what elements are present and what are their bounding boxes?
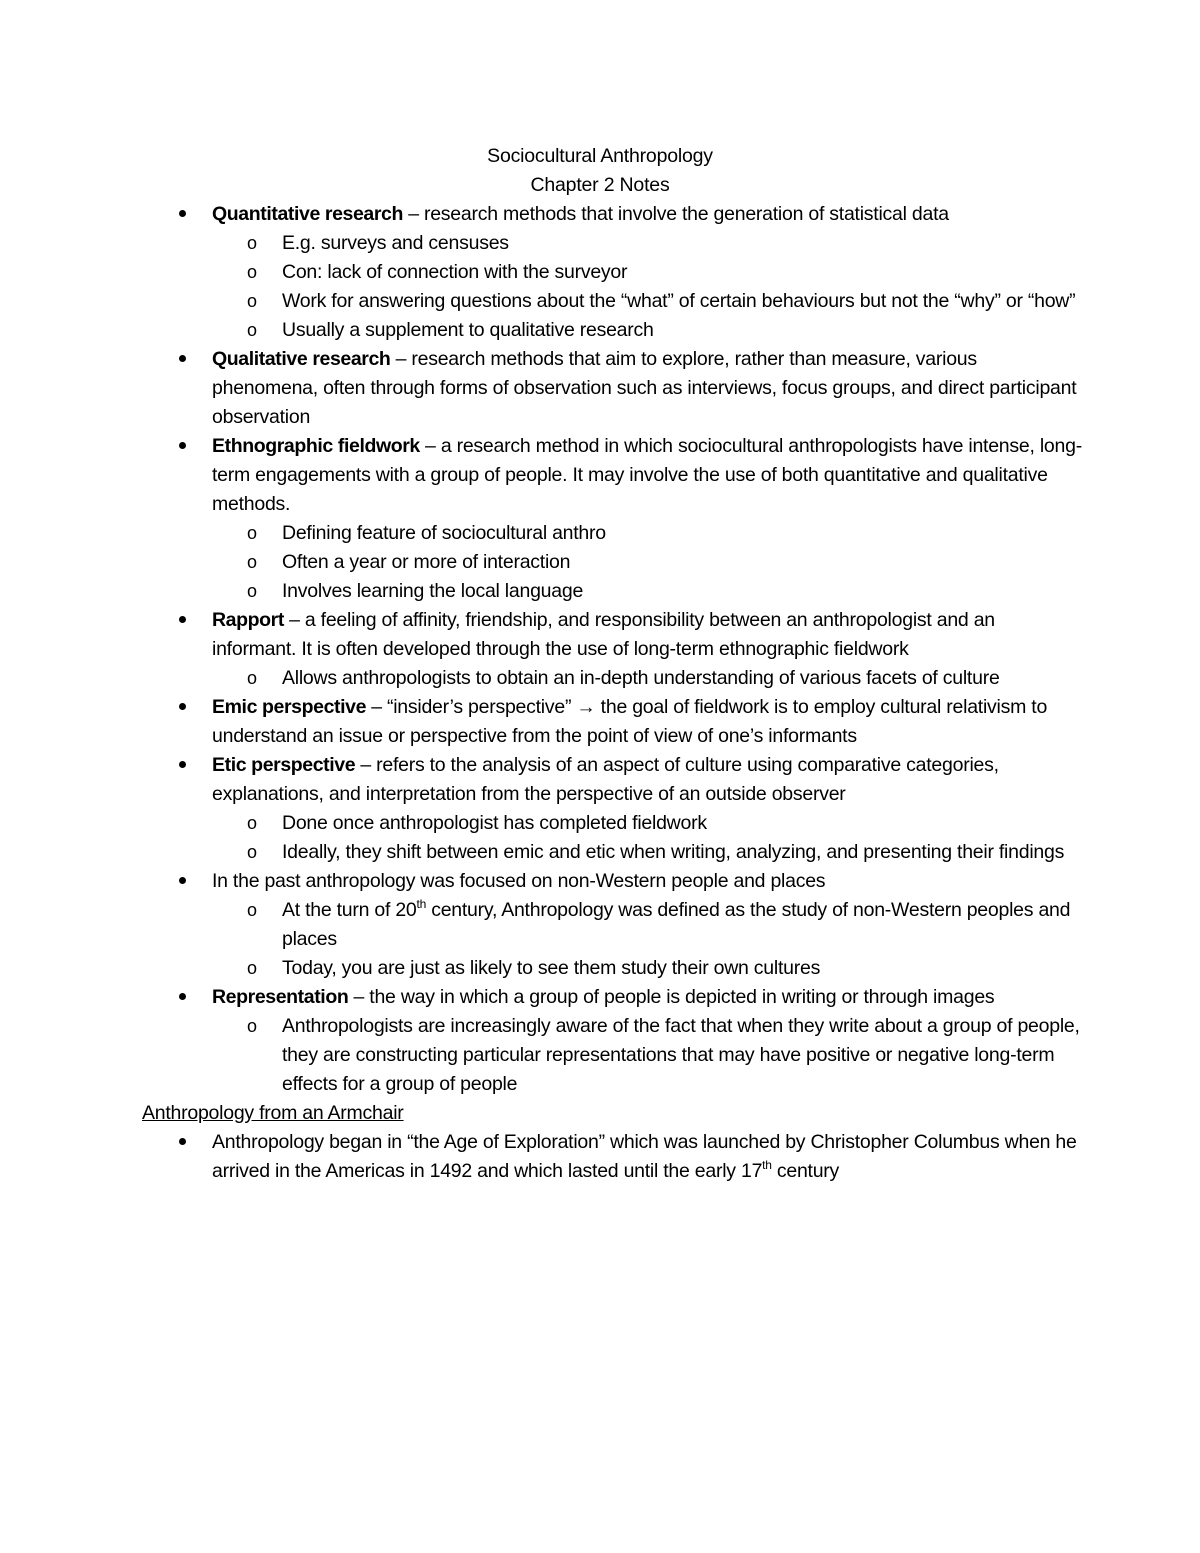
bullet-emic-perspective (142, 693, 1082, 751)
circle-bullet-icon: o (247, 958, 257, 978)
bullet-icon (172, 751, 192, 780)
sub-bullet-text: Con: lack of connection with the surveyor (282, 261, 628, 283)
circle-bullet-icon: o (247, 900, 257, 920)
term-definition: – research methods that aim to explore, rather than measure, various phenomena, often through forms of observation such as interviews, focus groups, and direct participant observation (212, 348, 1077, 428)
sub-bullet-text: Today, you are just as likely to see them study their own cultures (282, 957, 821, 979)
sub-bullet-text: Anthropologists are increasingly aware of the fact that when they write about a group of people, they are constructing particular representations that may have positive or negative long-term effects for a group of people (282, 1015, 1080, 1095)
sub-bullet (142, 316, 1082, 345)
bullet-ethnographic-fieldwork (142, 432, 1082, 519)
section-heading: Anthropology from an Armchair (142, 1102, 404, 1124)
bullet-icon (172, 867, 192, 896)
bullet-text-part2: century (771, 1160, 840, 1182)
sub-bullet-text: Usually a supplement to qualitative research (282, 319, 654, 341)
term-label: Rapport (212, 609, 284, 631)
sub-bullet-text: Allows anthropologists to obtain an in-depth understanding of various facets of culture (282, 667, 1000, 689)
bullet-text: In the past anthropology was focused on non-Western people and places (212, 870, 826, 892)
bullet-past-anthropology (142, 867, 1082, 896)
sub-bullet-text: Defining feature of sociocultural anthro (282, 522, 606, 544)
bullet-qualitative-research (142, 345, 1082, 432)
term-definition-part1: – “insider’s perspective” (366, 696, 577, 718)
circle-bullet-icon: o (247, 842, 257, 862)
term-definition: – research methods that involve the generation of statistical data (403, 203, 949, 225)
circle-bullet-icon: o (247, 320, 257, 340)
sub-bullet-text: Done once anthropologist has completed fieldwork (282, 812, 707, 834)
bullet-icon (172, 432, 192, 461)
document-subtitle: Chapter 2 Notes (530, 174, 670, 196)
bullet-icon (172, 200, 192, 229)
sub-bullet-text: Work for answering questions about the “what” of certain behaviours but not the “why” or “how” (282, 290, 1076, 312)
sub-bullet-text: Involves learning the local language (282, 580, 584, 602)
term-label: Ethnographic fieldwork (212, 435, 420, 457)
bullet-icon (172, 693, 192, 722)
term-definition: – refers to the analysis of an aspect of culture using comparative categories, explanations, and interpretation from the perspective of an outside observer (212, 754, 999, 805)
bullet-etic-perspective (142, 751, 1082, 809)
circle-bullet-icon: o (247, 291, 257, 311)
term-label: Quantitative research (212, 203, 404, 225)
sub-bullet (142, 896, 1082, 954)
sub-bullet-text-part1: At the turn of 20 (282, 899, 417, 921)
sub-bullet (142, 664, 1082, 693)
bullet-icon (172, 606, 192, 635)
sub-bullet-text: Ideally, they shift between emic and etic when writing, analyzing, and presenting their findings (282, 841, 1065, 863)
bullet-icon (172, 1128, 192, 1157)
circle-bullet-icon: o (247, 668, 257, 688)
sub-bullet-text: Often a year or more of interaction (282, 551, 571, 573)
term-label: Representation (212, 986, 349, 1008)
bullet-icon (172, 345, 192, 374)
circle-bullet-icon: o (247, 552, 257, 572)
superscript: th (416, 897, 427, 911)
circle-bullet-icon: o (247, 813, 257, 833)
circle-bullet-icon: o (247, 581, 257, 601)
sub-bullet (142, 954, 1082, 983)
sub-bullet (142, 258, 1082, 287)
circle-bullet-icon: o (247, 523, 257, 543)
circle-bullet-icon: o (247, 1016, 257, 1036)
circle-bullet-icon: o (247, 233, 257, 253)
sub-bullet (142, 1012, 1082, 1099)
term-definition: – a research method in which sociocultural anthropologists have intense, long-term engagements with a group of people. It may involve the use of both quantitative and qualitative methods. (212, 435, 1082, 515)
sub-bullet (142, 809, 1082, 838)
bullet-icon (172, 983, 192, 1012)
sub-bullet (142, 838, 1082, 867)
sub-bullet (142, 577, 1082, 606)
term-definition: – a feeling of affinity, friendship, and responsibility between an anthropologist and an informant. It is often developed through the use of long-term ethnographic fieldwork (212, 609, 995, 660)
term-label: Etic perspective (212, 754, 356, 776)
sub-bullet-text-part2: century, Anthropology was defined as the study of non-Western peoples and places (282, 899, 1071, 950)
sub-bullet-text: E.g. surveys and censuses (282, 232, 509, 254)
arrow-right-icon: → (576, 696, 596, 718)
superscript: th (762, 1158, 772, 1172)
bullet-text-part1: Anthropology began in “the Age of Exploration” which was launched by Christopher Columbus when he arrived in the Americas in 1492 and which lasted until the early 17 (212, 1131, 1077, 1182)
sub-bullet (142, 229, 1082, 258)
sub-bullet (142, 287, 1082, 316)
bullet-representation (142, 983, 1082, 1012)
term-definition-part2: the goal of fieldwork is to employ cultural relativism to understand an issue or perspective from the point of view of one’s informants (212, 696, 1048, 747)
circle-bullet-icon: o (247, 262, 257, 282)
bullet-quantitative-research (142, 200, 1082, 229)
term-label: Qualitative research (212, 348, 391, 370)
term-label: Emic perspective (212, 696, 367, 718)
term-definition: – the way in which a group of people is depicted in writing or through images (348, 986, 995, 1008)
sub-bullet (142, 548, 1082, 577)
notes-body (142, 200, 1082, 1186)
bullet-rapport (142, 606, 1082, 664)
bullet-age-of-exploration (142, 1128, 1082, 1186)
document-title: Sociocultural Anthropology (487, 145, 713, 167)
sub-bullet (142, 519, 1082, 548)
